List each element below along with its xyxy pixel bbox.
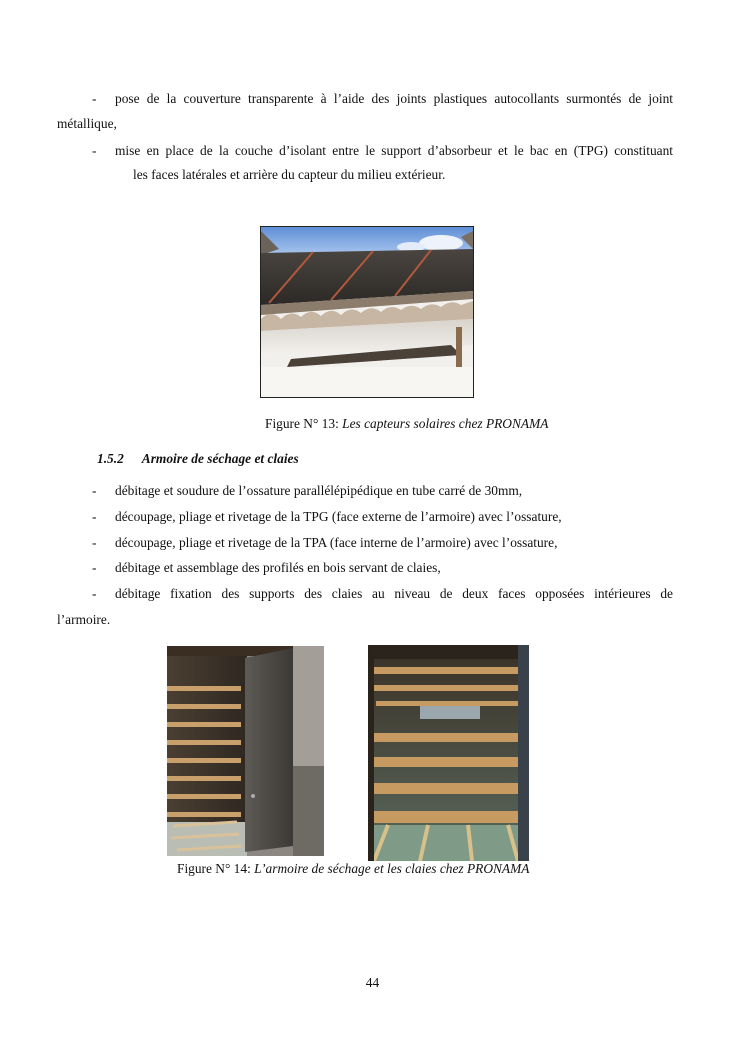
section-heading bbox=[97, 451, 299, 467]
bullet-dash: - bbox=[92, 91, 97, 106]
bullet-text: débitage et soudure de l’ossature parallélépipédique en tube carré de 30mm, bbox=[115, 483, 523, 498]
bullet-dash: - bbox=[92, 483, 97, 498]
page-number: 44 bbox=[365, 975, 380, 990]
bullet-text: débitage fixation des supports des claies au niveau de deux faces opposées intérieures de bbox=[115, 586, 673, 601]
bullet-text: mise en place de la couche d’isolant entre le support d’absorbeur et le bac en (TPG) constituant bbox=[115, 143, 673, 158]
bullet-text: découpage, pliage et rivetage de la TPG (face externe de l’armoire) avec l’ossature, bbox=[115, 509, 562, 524]
bullet-text-continuation: l’armoire. bbox=[57, 612, 111, 627]
bullet-dash: - bbox=[92, 560, 97, 575]
bullet-dash: - bbox=[92, 535, 97, 550]
bullet-text: découpage, pliage et rivetage de la TPA (face interne de l’armoire) avec l’ossature, bbox=[115, 535, 558, 550]
bullet-text-continuation: les faces latérales et arrière du capteur du milieu extérieur. bbox=[133, 167, 446, 182]
bullet-dash: - bbox=[92, 509, 97, 524]
figure-14-title: L’armoire de séchage et les claies chez PRONAMA bbox=[254, 861, 530, 876]
figure-13-prefix: Figure N° 13: bbox=[265, 416, 343, 431]
figure-14-prefix: Figure N° 14: bbox=[177, 861, 255, 876]
figure-14-caption bbox=[177, 861, 529, 877]
bullet-dash: - bbox=[92, 586, 97, 601]
section-title: Armoire de séchage et claies bbox=[141, 451, 299, 466]
bullet-dash: - bbox=[92, 143, 97, 158]
bullet-text: pose de la couverture transparente à l’aide des joints plastiques autocollants surmontés de joint bbox=[115, 91, 673, 106]
figure-13-caption bbox=[265, 416, 548, 432]
solar-collectors-photo bbox=[260, 226, 474, 398]
drying-cabinet-photo bbox=[167, 646, 324, 856]
section-number: 1.5.2 bbox=[97, 451, 124, 466]
figure-13-title: Les capteurs solaires chez PRONAMA bbox=[342, 416, 549, 431]
bullet-text: débitage et assemblage des profilés en bois servant de claies, bbox=[115, 560, 441, 575]
bullet-text-continuation: métallique, bbox=[57, 116, 117, 131]
drying-racks-photo bbox=[368, 645, 529, 861]
